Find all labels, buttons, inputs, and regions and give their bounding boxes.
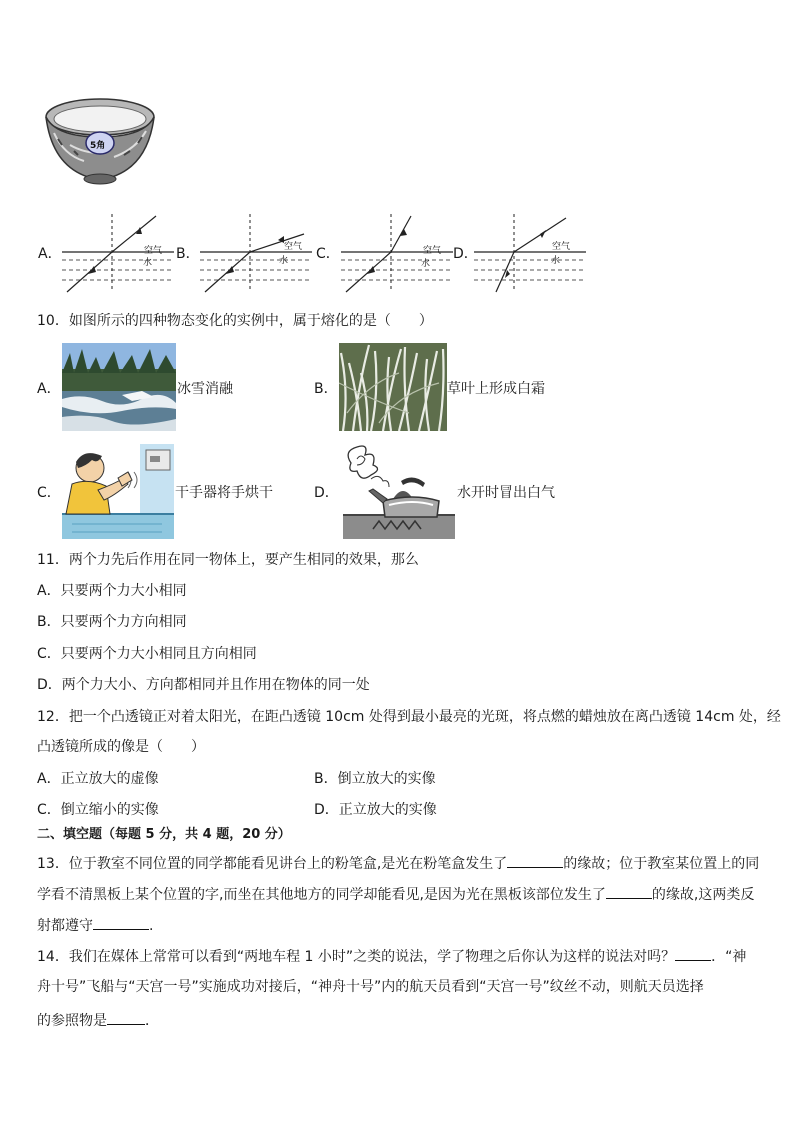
q9-option-d-letter[interactable]: D．: [453, 246, 478, 262]
q14-text-3a: 的参照物是: [37, 1013, 107, 1029]
q9-c-water: 水: [421, 259, 431, 269]
q14-text-3b: ．: [145, 1013, 159, 1029]
q14-line2: 舟十号”飞船与“天宫一号”实施成功对接后，“神舟十号”内的航天员看到“天宫一号”纹丝不动，则航天员选择: [37, 979, 704, 995]
q9-option-c-letter[interactable]: C．: [316, 246, 340, 262]
q10-option-d-caption: 水开时冒出白气: [457, 485, 555, 501]
q10-option-b-letter[interactable]: B．: [314, 381, 338, 397]
q10-option-c-caption: 干手器将手烘干: [175, 485, 273, 501]
q14-text-1a: 14．我们在媒体上常常可以看到“两地车程 1 小时”之类的说法，学了物理之后你认为这样的说法对吗？: [37, 949, 676, 965]
q10-stem: 10．如图所示的四种物态变化的实例中，属于熔化的是（ ）: [37, 313, 433, 329]
photo-hand-dryer: [62, 444, 174, 539]
q13-text-2b: 的缘故,这两类反: [651, 887, 755, 903]
q9-b-water: 水: [279, 256, 289, 266]
photo-frost: [339, 343, 447, 431]
q13-line2: [37, 884, 754, 904]
q13-blank-1[interactable]: [507, 853, 563, 868]
q13-text-3b: .: [149, 918, 154, 934]
q13-line3: [37, 915, 153, 935]
q12-stem-line2: 凸透镜所成的像是（ ）: [37, 739, 205, 755]
q10-option-a-caption: 冰雪消融: [177, 381, 233, 397]
q13-text-1b: 的缘故；位于教室某位置上的同: [563, 856, 760, 872]
q13-blank-3[interactable]: [93, 915, 149, 930]
q9-option-b-letter[interactable]: B．: [176, 246, 200, 262]
q14-line3: [37, 1010, 159, 1030]
refraction-diagram: [200, 212, 312, 294]
q14-blank-2[interactable]: [107, 1010, 145, 1025]
photo-kettle: [343, 443, 455, 539]
q13-text-2a: 学看不清黑板上某个位置的字,而坐在其他地方的同学却能看见,是因为光在黑板该部位发生了: [37, 887, 606, 903]
q14-blank-1[interactable]: [675, 946, 711, 961]
q12-option-a[interactable]: A．正立放大的虚像: [37, 771, 159, 787]
q10-option-d-letter[interactable]: D．: [314, 485, 339, 501]
q9-d-water: 水: [551, 256, 561, 266]
q12-option-d[interactable]: D．正立放大的实像: [314, 802, 437, 818]
q9-a-water: 水: [143, 258, 153, 268]
q10-option-c-letter[interactable]: C．: [37, 485, 61, 501]
q9-option-a-letter[interactable]: A．: [38, 246, 62, 262]
q11-option-a[interactable]: A．只要两个力大小相同: [37, 583, 187, 599]
q11-option-d[interactable]: D．两个力大小、方向都相同并且作用在物体的同一处: [37, 677, 370, 693]
q12-option-c[interactable]: C．倒立缩小的实像: [37, 802, 159, 818]
q11-option-b[interactable]: B．只要两个力方向相同: [37, 614, 187, 630]
q14-text-1b: ．“神: [711, 949, 747, 965]
q10-option-b-caption: 草叶上形成白霜: [447, 381, 545, 397]
q14-line1: [37, 946, 746, 966]
q9-b-air: 空气: [284, 242, 303, 252]
q11-stem: 11．两个力先后作用在同一物体上，要产生相同的效果，那么: [37, 552, 419, 568]
coin-label: 5角: [90, 141, 106, 151]
q9-c-air: 空气: [423, 246, 442, 256]
q11-option-c[interactable]: C．只要两个力大小相同且方向相同: [37, 646, 257, 662]
q9-d-air: 空气: [552, 242, 571, 252]
q13-text-1a: 13．位于教室不同位置的同学都能看见讲台上的粉笔盒,是光在粉笔盒发生了: [37, 856, 508, 872]
q13-blank-2[interactable]: [606, 884, 652, 899]
q9-a-air: 空气: [144, 246, 163, 256]
section-title: 二、填空题（每题 5 分，共 4 题，20 分）: [37, 827, 291, 842]
q10-option-a-letter[interactable]: A．: [37, 381, 61, 397]
q12-stem-line1: 12．把一个凸透镜正对着太阳光，在距凸透镜 10cm 处得到最小最亮的光斑，将点燃的蜡烛放在离凸透镜 14cm 处，经: [37, 709, 781, 725]
photo-river: [62, 343, 176, 431]
q13-line1: [37, 853, 759, 873]
q12-option-b[interactable]: B．倒立放大的实像: [314, 771, 436, 787]
refraction-diagram: [474, 212, 586, 294]
q13-text-3a: 射都遵守: [37, 918, 93, 934]
bowl-figure: [44, 95, 156, 187]
